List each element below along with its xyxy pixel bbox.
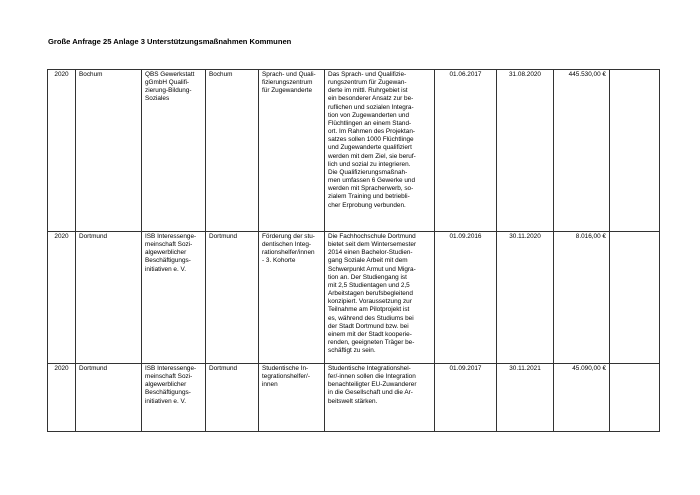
- cell-description-line: Schwerpunkt Armut und Migra-: [328, 265, 416, 273]
- cell-start-date: 01.06.2017: [435, 70, 497, 232]
- cell-description-line: satzes sollen 1000 Flüchtlinge: [328, 136, 414, 144]
- table-row: [48, 364, 660, 432]
- cell-provider-line: QBS Gewerkstatt: [145, 71, 195, 78]
- cell-city: Dortmund: [76, 232, 142, 364]
- cell-description: [325, 364, 435, 432]
- cell-measure-line: Sprach- und Quali-: [262, 71, 316, 78]
- cell-description-line: und Zugewanderte qualifiziert: [328, 144, 412, 152]
- cell-description-line: 2014 einen Bachelor-Studien-: [328, 249, 413, 257]
- cell-description-line: ruflichen und sozialen Integra-: [328, 103, 414, 111]
- cell-description-line: men umfassen 6 Gewerke und: [328, 177, 416, 185]
- cell-description-line: bietet seit dem Wintersemester: [328, 241, 417, 249]
- cell-measure: [259, 70, 325, 232]
- table-row: [48, 70, 660, 232]
- cell-provider-line: gGmbH Qualifi-: [145, 79, 190, 87]
- cell-measure-line: - 3. Kohorte: [262, 257, 296, 265]
- cell-description-line: beitswelt stärken.: [328, 397, 378, 405]
- cell-description-line: Flüchtlingen an einem Stand-: [328, 119, 412, 127]
- cell-location: Dortmund: [206, 364, 259, 432]
- page-title: Große Anfrage 25 Anlage 3 Unterstützungsmaßnahmen Kommunen: [48, 37, 292, 46]
- cell-description-line: Studentische Integrationshel-: [328, 365, 411, 372]
- cell-provider-line: Beschäftigungs-: [145, 389, 191, 397]
- cell-measure-line: für Zugewanderte: [262, 87, 313, 95]
- cell-extra: [610, 70, 660, 232]
- cell-description-line: Die Qualifizierungsmaßnah-: [328, 168, 408, 176]
- cell-provider-line: Beschäftigungs-: [145, 257, 191, 265]
- cell-description-line: zialem Training und betriebli-: [328, 193, 410, 201]
- cell-description-line: rungszentrum für Zugewan-: [328, 79, 407, 87]
- cell-location: Dortmund: [206, 232, 259, 364]
- cell-description-line: konzipiert. Voraussetzung zur: [328, 298, 412, 306]
- cell-description-line: schäftigt zu sein.: [328, 347, 376, 355]
- cell-description-line: der Stadt Dortmund bzw. bei: [328, 322, 409, 330]
- cell-provider-line: ISB Interessenge-: [145, 233, 197, 240]
- cell-measure-line: Förderung der stu-: [262, 233, 315, 240]
- cell-description-line: cher Erprobung verbunden.: [328, 201, 406, 209]
- cell-description-line: werden mit dem Ziel, sie beruf-: [328, 152, 416, 160]
- cell-measure: [259, 232, 325, 364]
- cell-end-date: 30.11.2020: [497, 232, 554, 364]
- cell-year: 2020: [48, 232, 76, 364]
- cell-measure: [259, 364, 325, 432]
- cell-description-line: Arbeitstagen berufsbegleitend: [328, 290, 413, 298]
- table-row: [48, 232, 660, 364]
- cell-provider: [142, 70, 206, 232]
- cell-provider-line: zierung-Bildung-: [145, 87, 192, 95]
- cell-description-line: ort. Im Rahmen des Projektan-: [328, 128, 416, 136]
- cell-description-line: lich und sozial zu integrieren.: [328, 160, 411, 168]
- cell-provider-line: algewerblicher: [145, 249, 187, 257]
- cell-provider-line: Soziales: [145, 95, 170, 103]
- cell-description-line: es, während des Studiums bei: [328, 314, 414, 322]
- cell-amount: 8.016,00 €: [554, 232, 610, 364]
- cell-start-date: 01.09.2016: [435, 232, 497, 364]
- cell-provider-line: ISB Interessenge-: [145, 365, 197, 372]
- cell-year: 2020: [48, 70, 76, 232]
- cell-provider-line: algewerblicher: [145, 381, 187, 389]
- cell-description-line: fer/-innen sollen die Integration: [328, 373, 416, 381]
- cell-provider-line: meinschaft Sozi-: [145, 241, 193, 249]
- cell-end-date: 31.08.2020: [497, 70, 554, 232]
- cell-description-line: mit 2,5 Studientagen und 2,5: [328, 281, 410, 289]
- cell-provider: [142, 232, 206, 364]
- cell-year: 2020: [48, 364, 76, 432]
- cell-description-line: benachteiligter EU-Zuwanderer: [328, 381, 417, 389]
- cell-description: [325, 232, 435, 364]
- cell-location: Bochum: [206, 70, 259, 232]
- cell-description-line: Teilnahme am Pilotprojekt ist: [328, 306, 410, 314]
- cell-measure-line: rationshelfer/innen: [262, 249, 315, 257]
- cell-city: Bochum: [76, 70, 142, 232]
- cell-start-date: 01.09.2017: [435, 364, 497, 432]
- cell-measure-line: Studentische In-: [262, 365, 309, 372]
- cell-extra: [610, 364, 660, 432]
- cell-description-line: tion an. Der Studiengang ist: [328, 273, 407, 281]
- cell-measure-line: fizierungszentrum: [262, 79, 313, 87]
- cell-measure-line: tegrationshelfer/-: [262, 373, 310, 381]
- cell-description-line: derte im mittl. Ruhrgebiet ist: [328, 87, 408, 95]
- cell-description-line: renden, geeigneten Träger be-: [328, 339, 415, 347]
- cell-provider: [142, 364, 206, 432]
- cell-city: Dortmund: [76, 364, 142, 432]
- cell-description-line: einem mit der Stadt kooperie-: [328, 330, 412, 338]
- cell-extra: [610, 232, 660, 364]
- cell-description-line: in die Gesellschaft und die Ar-: [328, 389, 413, 397]
- cell-description-line: gang Soziale Arbeit mit dem: [328, 257, 408, 265]
- cell-provider-line: initiativen e. V.: [145, 397, 186, 405]
- cell-description-line: tion von Zugewanderten und: [328, 111, 410, 119]
- cell-description-line: Das Sprach- und Qualifizie-: [328, 71, 407, 78]
- cell-amount: 445.530,00 €: [554, 70, 610, 232]
- cell-description-line: ein besonderer Ansatz zur be-: [328, 95, 414, 103]
- cell-description-line: werden mit Spracherwerb, so-: [328, 185, 414, 193]
- table-body: [48, 70, 660, 432]
- cell-provider-line: initiativen e. V.: [145, 265, 186, 273]
- cell-amount: 45.090,00 €: [554, 364, 610, 432]
- cell-measure-line: dentischen Integ-: [262, 241, 312, 249]
- cell-description-line: Die Fachhochschule Dortmund: [328, 233, 416, 240]
- cell-description: [325, 70, 435, 232]
- cell-end-date: 30.11.2021: [497, 364, 554, 432]
- measures-table: [47, 69, 660, 432]
- cell-provider-line: meinschaft Sozi-: [145, 373, 193, 381]
- cell-measure-line: innen: [262, 381, 278, 389]
